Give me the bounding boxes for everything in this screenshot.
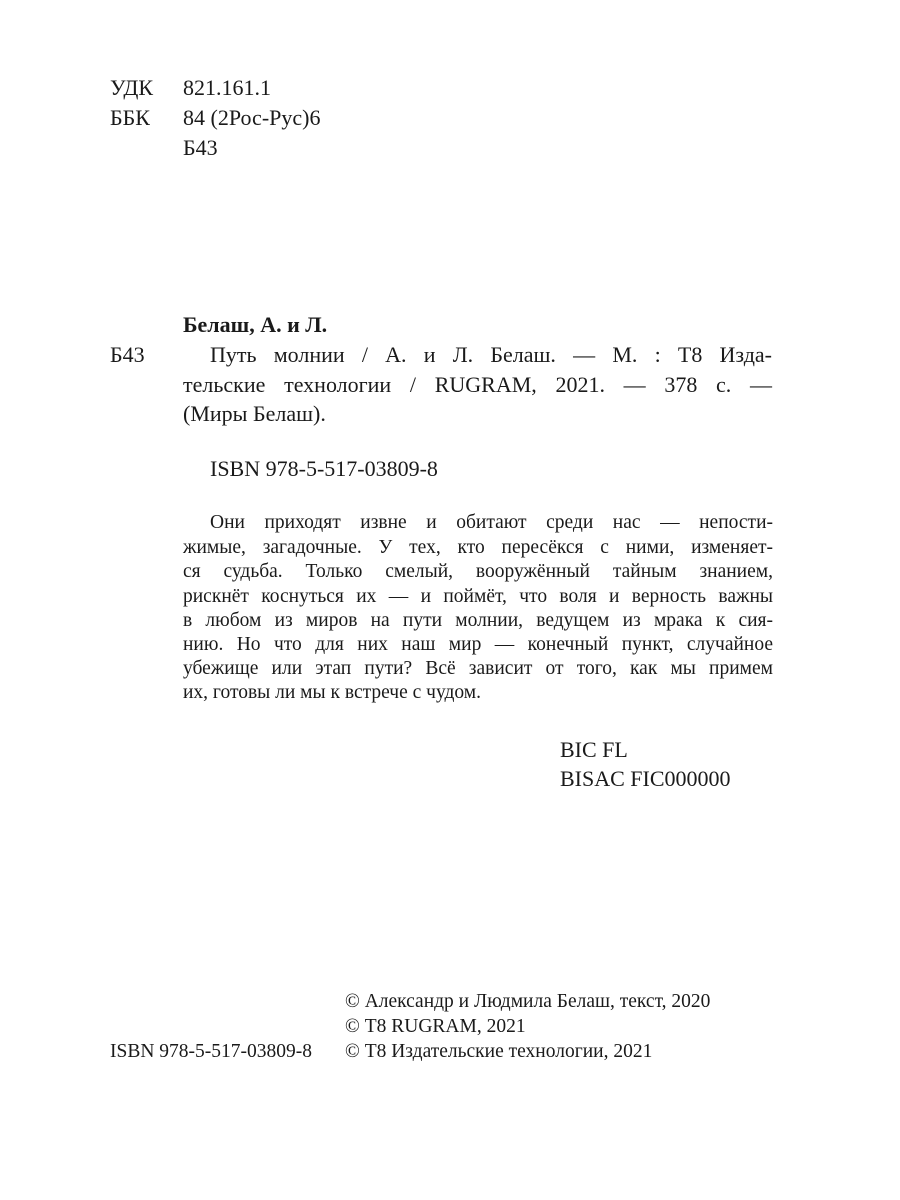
copyright-line: © Т8 RUGRAM, 2021 [345,1016,526,1037]
annotation-line: в любом из миров на пути молнии, ведущем из мрака к сия- [183,610,773,631]
copyright-line: © Т8 Издательские технологии, 2021 [345,1041,653,1062]
udk-label: УДК [110,75,154,100]
description-line: (Миры Белаш). [183,401,326,426]
annotation-line: рискнёт коснуться их — и поймёт, что воля и верность важны [183,586,773,607]
copyright-line: © Александр и Людмила Белаш, текст, 2020 [345,991,711,1012]
author-heading: Белаш, А. и Л. [183,312,328,337]
bbk-label: ББК [110,105,150,130]
udk-value: 821.161.1 [183,75,271,100]
annotation-line: убежище или этап пути? Всё зависит от того, как мы примем [183,658,773,679]
copyright-isbn: ISBN 978-5-517-03809-8 [110,1041,313,1062]
annotation-line: Они приходят извне и обитают среди нас — непости- [210,512,773,533]
bbk-value: 84 (2Рос-Рус)6 [183,105,321,130]
annotation-line: их, готовы ли мы к встрече с чудом. [183,682,481,703]
annotation-line: жимые, загадочные. У тех, кто пересёкся с ними, изменяет- [183,537,773,558]
description-line: Путь молнии / А. и Л. Белаш. — М. : Т8 Изда- [210,342,772,367]
author-mark: Б43 [183,135,218,160]
annotation-line: ся судьба. Только смелый, вооружённый тайным знанием, [183,561,773,582]
author-mark: Б43 [110,342,145,367]
description-line: тельские технологии / RUGRAM, 2021. — 378 с. — [183,372,772,397]
bisac-code: BISAC FIC000000 [560,766,731,791]
isbn: ISBN 978-5-517-03809-8 [210,456,438,481]
bic-code: BIC FL [560,737,628,762]
annotation-line: нию. Но что для них наш мир — конечный пункт, случайное [183,634,773,655]
